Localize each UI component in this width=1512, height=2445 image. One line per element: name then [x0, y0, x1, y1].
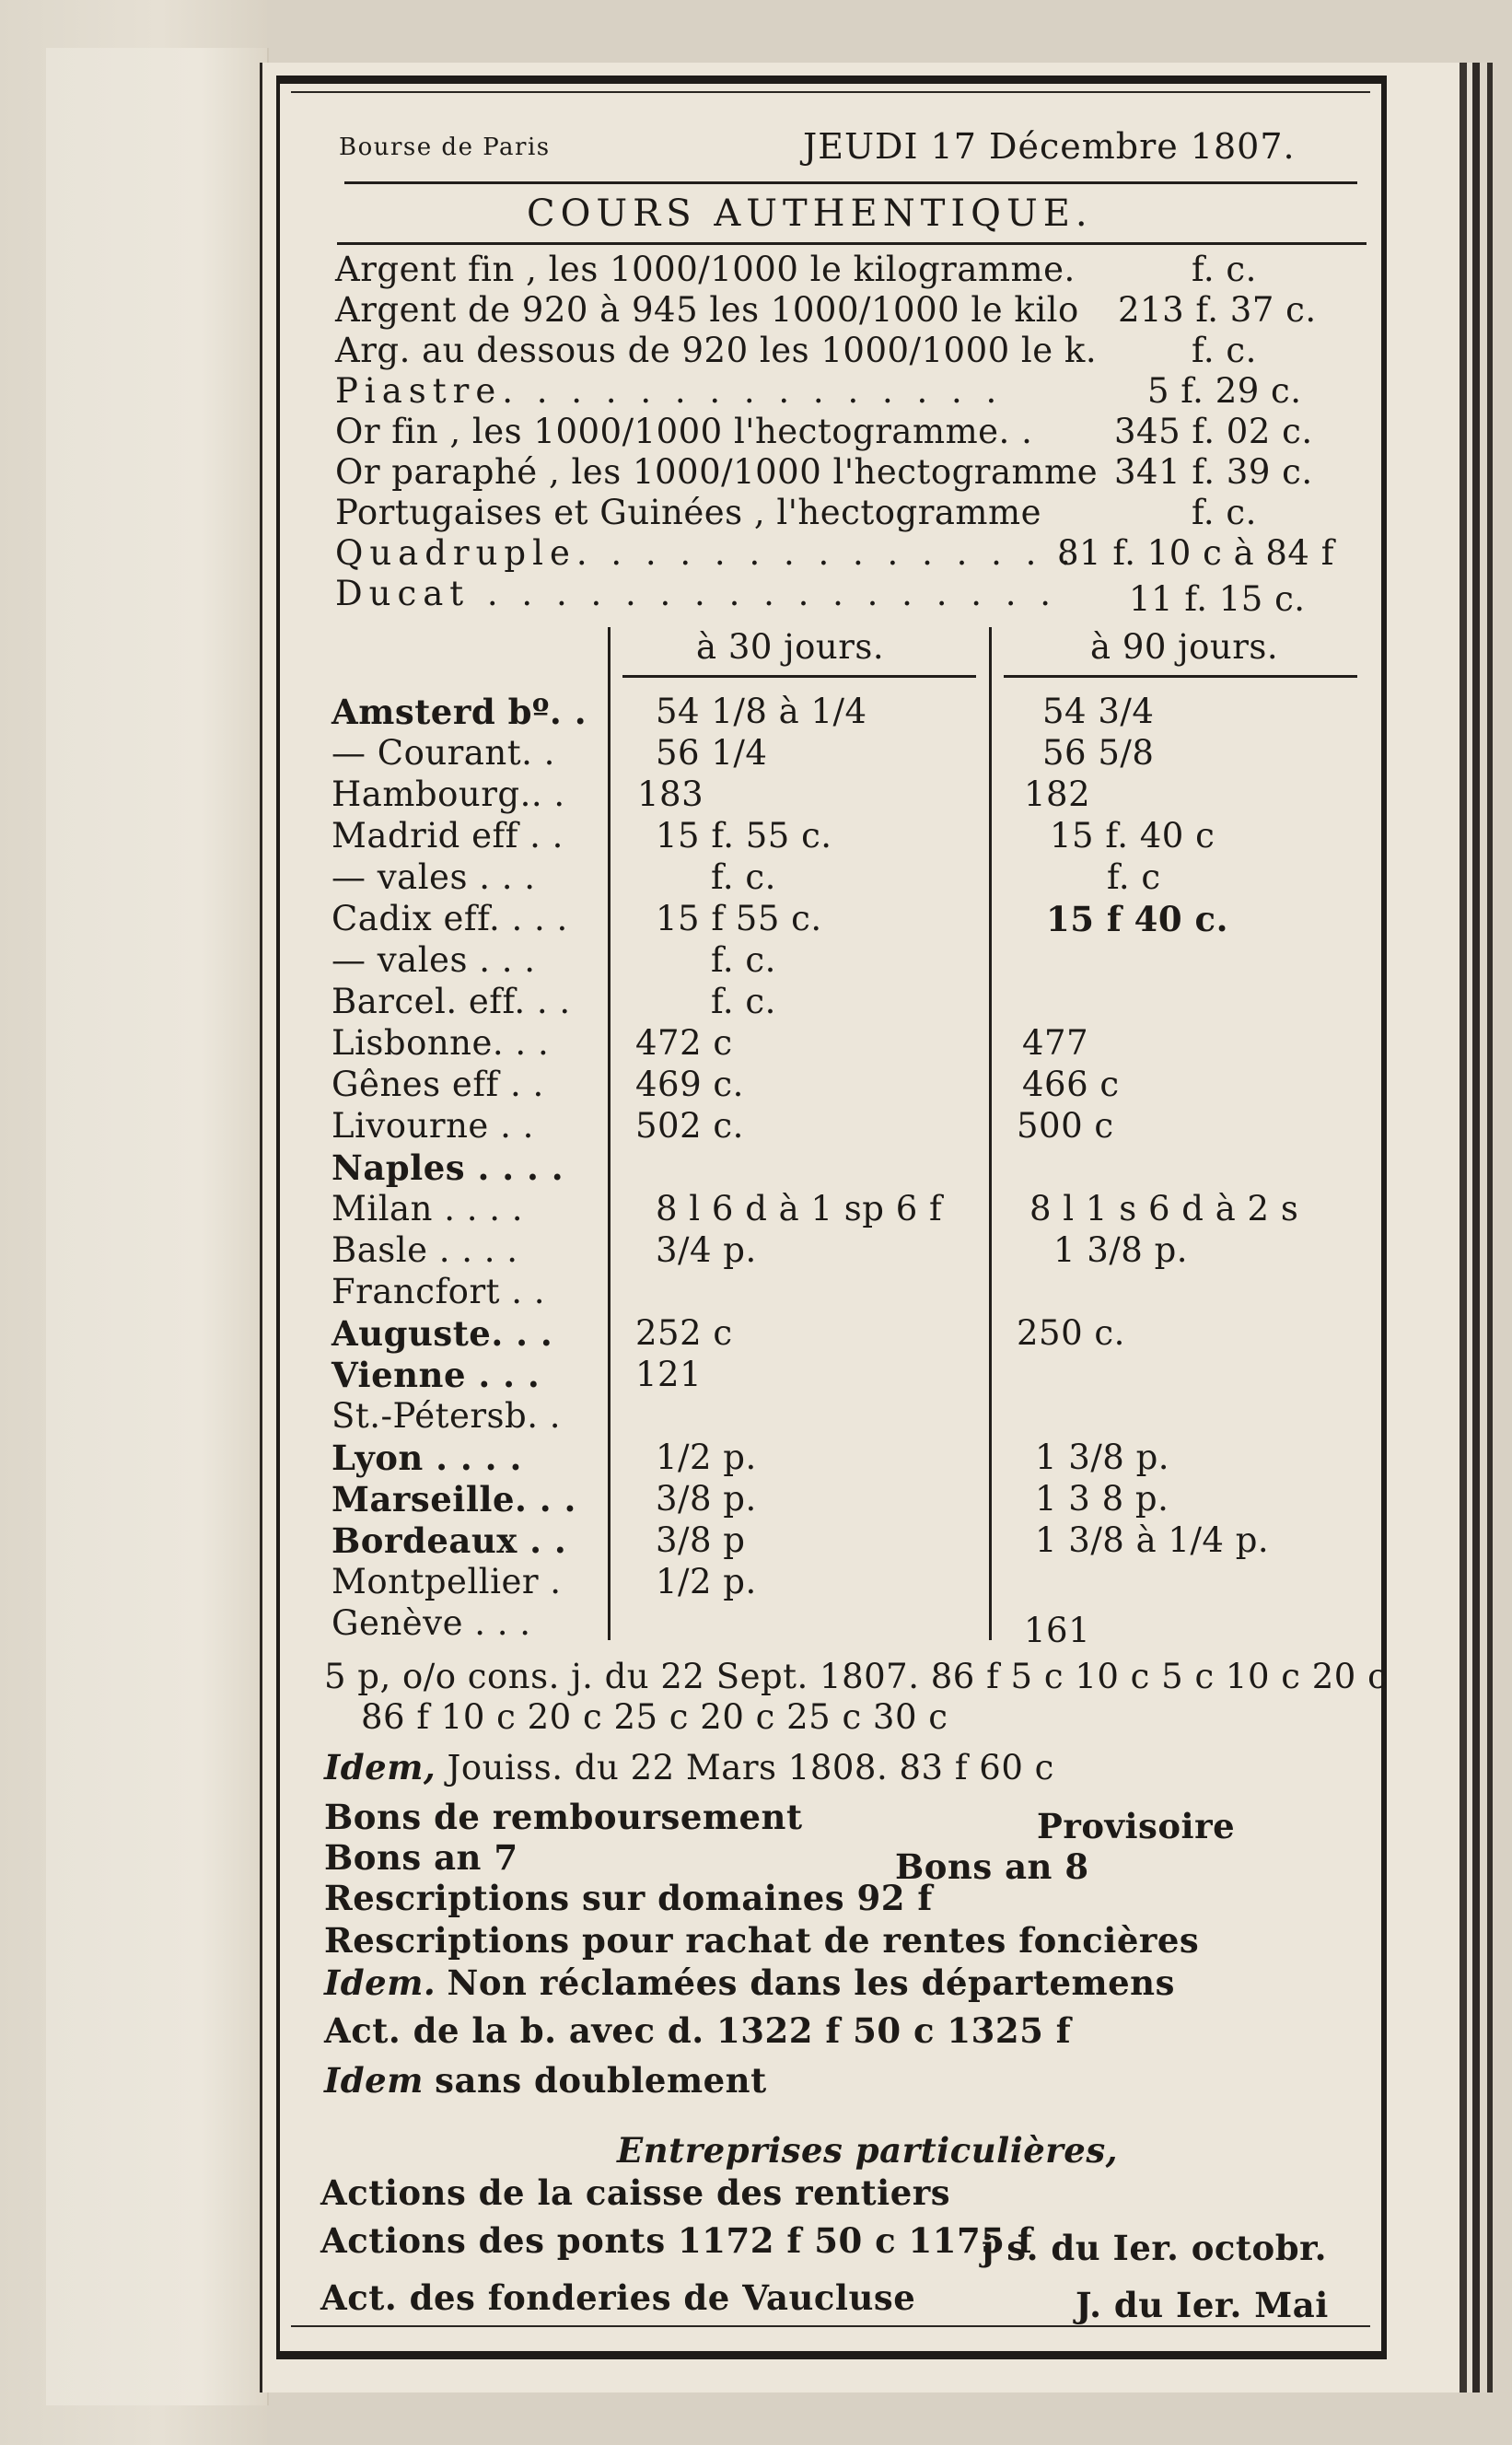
column-header-90-days: à 90 jours.	[1090, 627, 1279, 667]
actions-fonderies-vaucluse: Act. des fonderies de Vaucluse	[320, 2277, 916, 2318]
idem-label: Idem	[324, 2060, 424, 2101]
metal-label: Quadruple. . . . . . . . . . . . . . .	[335, 533, 1077, 573]
exchange-place: Gênes eff . .	[331, 1065, 544, 1104]
column-header-30-days: à 30 jours.	[696, 627, 885, 667]
rente-consolidee-continued: 86 f 10 c 20 c 25 c 20 c 25 c 30 c	[361, 1697, 948, 1737]
rate-90-days: 1 3/8 p.	[1035, 1438, 1170, 1477]
metal-value: 345 f. 02 c.	[1114, 412, 1313, 451]
exchange-place: Francfort . .	[331, 1272, 546, 1311]
exchange-place: Cadix eff. . . .	[331, 899, 568, 938]
rate-30-days: f. c.	[711, 857, 776, 897]
exchange-place: Madrid eff . .	[331, 816, 564, 856]
metal-value: 11 f. 15 c.	[1129, 579, 1306, 619]
actions-caisse-rentiers: Actions de la caisse des rentiers	[320, 2172, 951, 2213]
exchange-place: Basle . . . .	[331, 1230, 518, 1270]
date-heading: JEUDI 17 Décembre 1807.	[803, 126, 1296, 167]
metal-value: 213 f. 37 c.	[1118, 290, 1317, 330]
metal-value: 81 f. 10 c à 84 f	[1057, 533, 1334, 573]
metal-value: f. c.	[1192, 493, 1257, 532]
rate-30-days: 54 1/8 à 1/4	[656, 692, 867, 731]
exchange-place: Lisbonne. . .	[331, 1023, 550, 1063]
non-reclamees: Non réclamées dans les départemens	[447, 1962, 1175, 2003]
rate-90-days: 56 5/8	[1042, 733, 1155, 773]
rate-30-days: 1/2 p.	[656, 1562, 757, 1601]
rate-90-days: 15 f 40 c.	[1046, 899, 1228, 939]
table-divider-right	[989, 627, 992, 1640]
metal-label: Portugaises et Guinées , l'hectogramme	[335, 493, 1042, 532]
rate-90-days: 182	[1024, 774, 1091, 814]
metal-value: f. c.	[1192, 250, 1257, 289]
metal-label: Or paraphé , les 1000/1000 l'hectogramme	[335, 452, 1099, 492]
exchange-place: Auguste. . .	[331, 1313, 553, 1354]
rate-90-days: f. c	[1107, 857, 1161, 897]
rate-90-days: 477	[1022, 1023, 1089, 1063]
rate-30-days: 472 c	[635, 1023, 733, 1063]
left-page-fold	[46, 48, 269, 2405]
column-rule-90	[1004, 675, 1357, 678]
rate-90-days: 500 c	[1017, 1106, 1114, 1146]
exchange-place: — vales . . .	[331, 857, 536, 897]
metal-label: Argent fin , les 1000/1000 le kilogramme.	[335, 250, 1076, 289]
exchange-place: Bordeaux . .	[331, 1520, 567, 1561]
idem-label: Idem.	[324, 1962, 436, 2003]
rate-30-days: 8 l 6 d à 1 sp 6 f	[656, 1189, 943, 1228]
rescriptions-rachat: Rescriptions pour rachat de rentes foncières	[324, 1920, 1200, 1961]
bottom-inner-rule	[291, 2325, 1370, 2327]
exchange-place: Naples . . . .	[331, 1147, 564, 1188]
metal-label: Argent de 920 à 945 les 1000/1000 le kilo	[335, 290, 1079, 330]
rate-30-days: 469 c.	[635, 1065, 744, 1104]
exchange-place: Milan . . . .	[331, 1189, 524, 1228]
metal-label: Arg. au dessous de 920 les 1000/1000 le k.	[335, 331, 1098, 370]
rente-consolidee: 5 p, o/o cons. j. du 22 Sept. 1807. 86 f 5 c 10 c 5 c 10 c 20 c	[324, 1657, 1388, 1696]
rate-30-days: 252 c	[635, 1313, 733, 1353]
rate-90-days: 161	[1024, 1611, 1091, 1650]
header-rule	[344, 181, 1357, 184]
rate-30-days: 3/8 p.	[656, 1479, 757, 1519]
actions-ponts-jouissance: j s. du Ier. octobr.	[982, 2228, 1328, 2268]
table-divider-left	[608, 627, 611, 1640]
exchange-place: — vales . . .	[331, 940, 536, 980]
rate-30-days: 121	[635, 1355, 703, 1394]
fonderies-jouissance: J. du Ier. Mai	[1076, 2285, 1329, 2325]
metal-label: Or fin , les 1000/1000 l'hectogramme. .	[335, 412, 1033, 451]
exchange-place: Lyon . . . .	[331, 1438, 522, 1478]
actions-ponts: Actions des ponts 1172 f 50 c 1175 f	[320, 2220, 1033, 2261]
rate-30-days: 56 1/4	[656, 733, 768, 773]
rate-30-days: 3/4 p.	[656, 1230, 757, 1270]
exchange-place: Montpellier .	[331, 1562, 562, 1601]
rate-30-days: 1/2 p.	[656, 1438, 757, 1477]
rescriptions-domaines: Rescriptions sur domaines 92 f	[324, 1878, 933, 1918]
exchange-place: — Courant. .	[331, 733, 555, 773]
metal-label: Ducat . . . . . . . . . . . . . . . . .	[335, 574, 1058, 613]
rate-90-days: 250 c.	[1017, 1313, 1125, 1353]
exchange-place: St.-Pétersb. .	[331, 1396, 562, 1436]
rate-30-days: 15 f. 55 c.	[656, 816, 832, 856]
bourse-heading: Bourse de Paris	[339, 134, 551, 161]
rate-30-days: f. c.	[711, 940, 776, 980]
rate-30-days: 15 f 55 c.	[656, 899, 822, 938]
rate-90-days: 54 3/4	[1042, 692, 1155, 731]
bons-an-7: Bons an 7	[324, 1837, 518, 1878]
rate-90-days: 1 3/8 p.	[1053, 1230, 1189, 1270]
rate-90-days: 466 c	[1022, 1065, 1120, 1104]
exchange-place: Vienne . . .	[331, 1355, 541, 1395]
exchange-place: Genève . . .	[331, 1603, 531, 1643]
exchange-place: Livourne . .	[331, 1106, 534, 1146]
metal-value: 5 f. 29 c.	[1147, 371, 1302, 411]
actions-banque: Act. de la b. avec d. 1322 f 50 c 1325 f	[324, 2010, 1072, 2051]
idem-jouissance: Jouiss. du 22 Mars 1808. 83 f 60 c	[447, 1748, 1054, 1787]
rate-90-days: 1 3/8 à 1/4 p.	[1035, 1520, 1270, 1560]
exchange-place: Marseille. . .	[331, 1479, 576, 1519]
rate-90-days: 1 3 8 p.	[1035, 1479, 1169, 1519]
provisoire: Provisoire	[1037, 1806, 1236, 1846]
page-title: COURS AUTHENTIQUE.	[527, 192, 1093, 235]
title-rule	[337, 242, 1367, 245]
bons-remboursement: Bons de remboursement	[324, 1797, 803, 1837]
exchange-place: Hambourg.. .	[331, 774, 565, 814]
document-frame	[276, 76, 1387, 2359]
rate-90-days: 8 l 1 s 6 d à 2 s	[1029, 1189, 1299, 1228]
exchange-place: Amsterd bº. .	[331, 692, 587, 732]
top-inner-rule	[291, 91, 1370, 93]
column-rule-30	[622, 675, 976, 678]
rate-30-days: 502 c.	[635, 1106, 744, 1146]
rate-90-days: 15 f. 40 c	[1050, 816, 1215, 856]
rate-30-days: 183	[637, 774, 704, 814]
idem-label: Idem,	[324, 1747, 436, 1787]
metal-value: 341 f. 39 c.	[1114, 452, 1313, 492]
metal-value: f. c.	[1192, 331, 1257, 370]
entreprises-heading: Entreprises particulières,	[617, 2130, 1119, 2171]
sans-doublement: sans doublement	[435, 2060, 767, 2101]
rate-30-days: f. c.	[711, 982, 776, 1021]
bons-an-8: Bons an 8	[895, 1846, 1089, 1887]
exchange-place: Barcel. eff. . .	[331, 982, 571, 1021]
metal-label: Piastre. . . . . . . . . . . . . . .	[335, 371, 1004, 411]
rate-30-days: 3/8 p	[656, 1520, 746, 1560]
